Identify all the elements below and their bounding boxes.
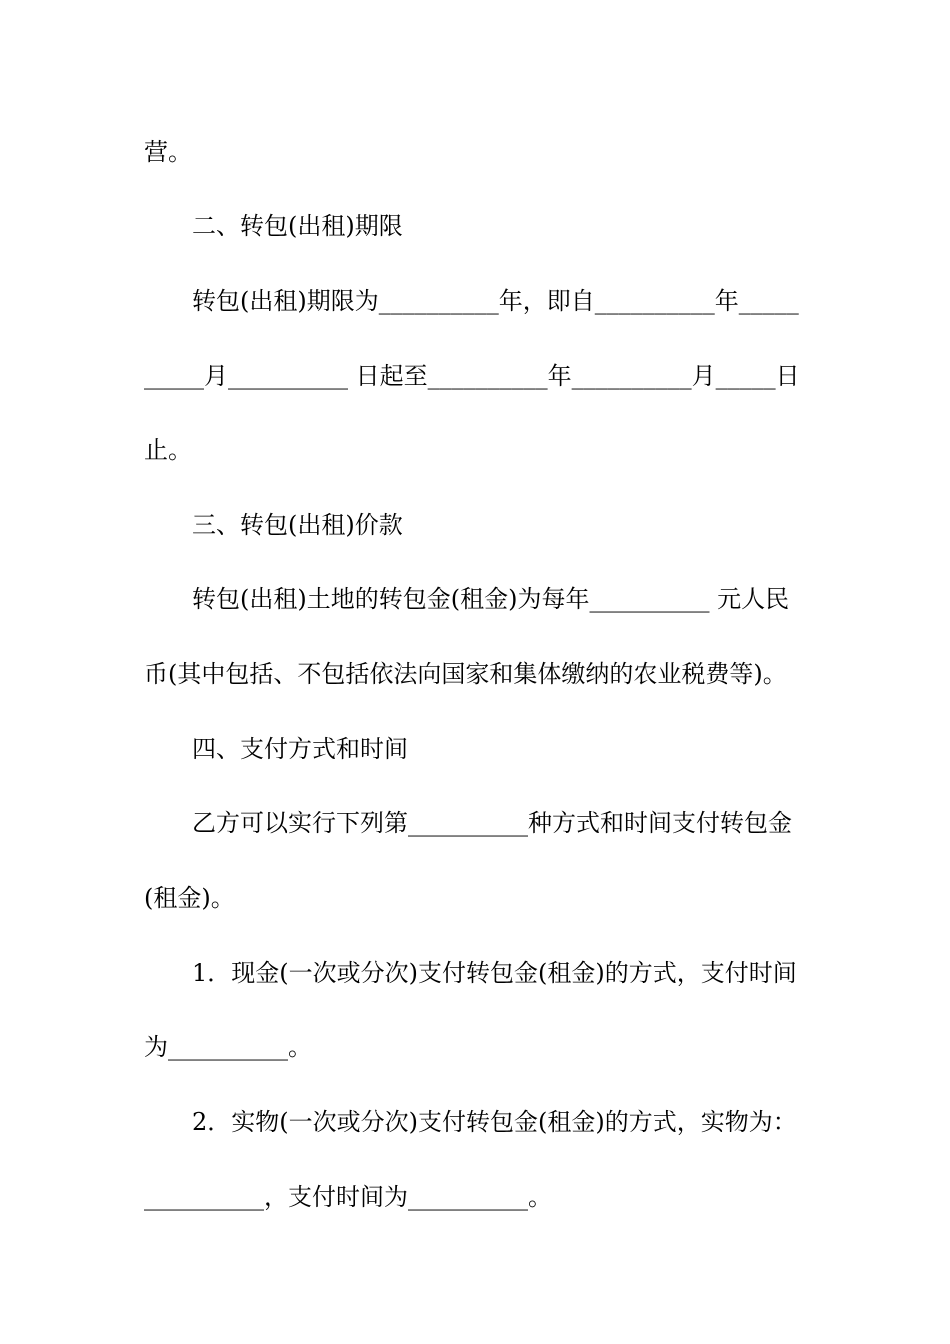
paragraph-line: 为__________。 (144, 1033, 312, 1061)
paragraph-line: _____月__________ 日起至__________年__________月_____日 (144, 362, 800, 390)
section-heading-payment: 四、支付方式和时间 (192, 735, 408, 763)
paragraph-line: 营。 (144, 138, 192, 166)
paragraph-line: 转包(出租)土地的转包金(租金)为每年__________ 元人民 (192, 585, 790, 613)
paragraph-line: (租金)。 (144, 884, 235, 912)
paragraph-line: 乙方可以实行下列第__________种方式和时间支付转包金 (192, 809, 792, 837)
paragraph-line: 止。 (144, 436, 192, 464)
list-item-cash: 1．现金(一次或分次)支付转包金(租金)的方式，支付时间 (192, 959, 797, 987)
paragraph-line: 转包(出租)期限为__________年，即自__________年_____ (192, 287, 799, 315)
section-heading-price: 三、转包(出租)价款 (192, 511, 403, 539)
section-heading-term: 二、转包(出租)期限 (192, 212, 403, 240)
list-item-in-kind: 2．实物(一次或分次)支付转包金(租金)的方式，实物为： (192, 1108, 797, 1136)
paragraph-line: 币(其中包括、不包括依法向国家和集体缴纳的农业税费等)。 (144, 660, 787, 688)
paragraph-line: __________，支付时间为__________。 (144, 1183, 552, 1211)
